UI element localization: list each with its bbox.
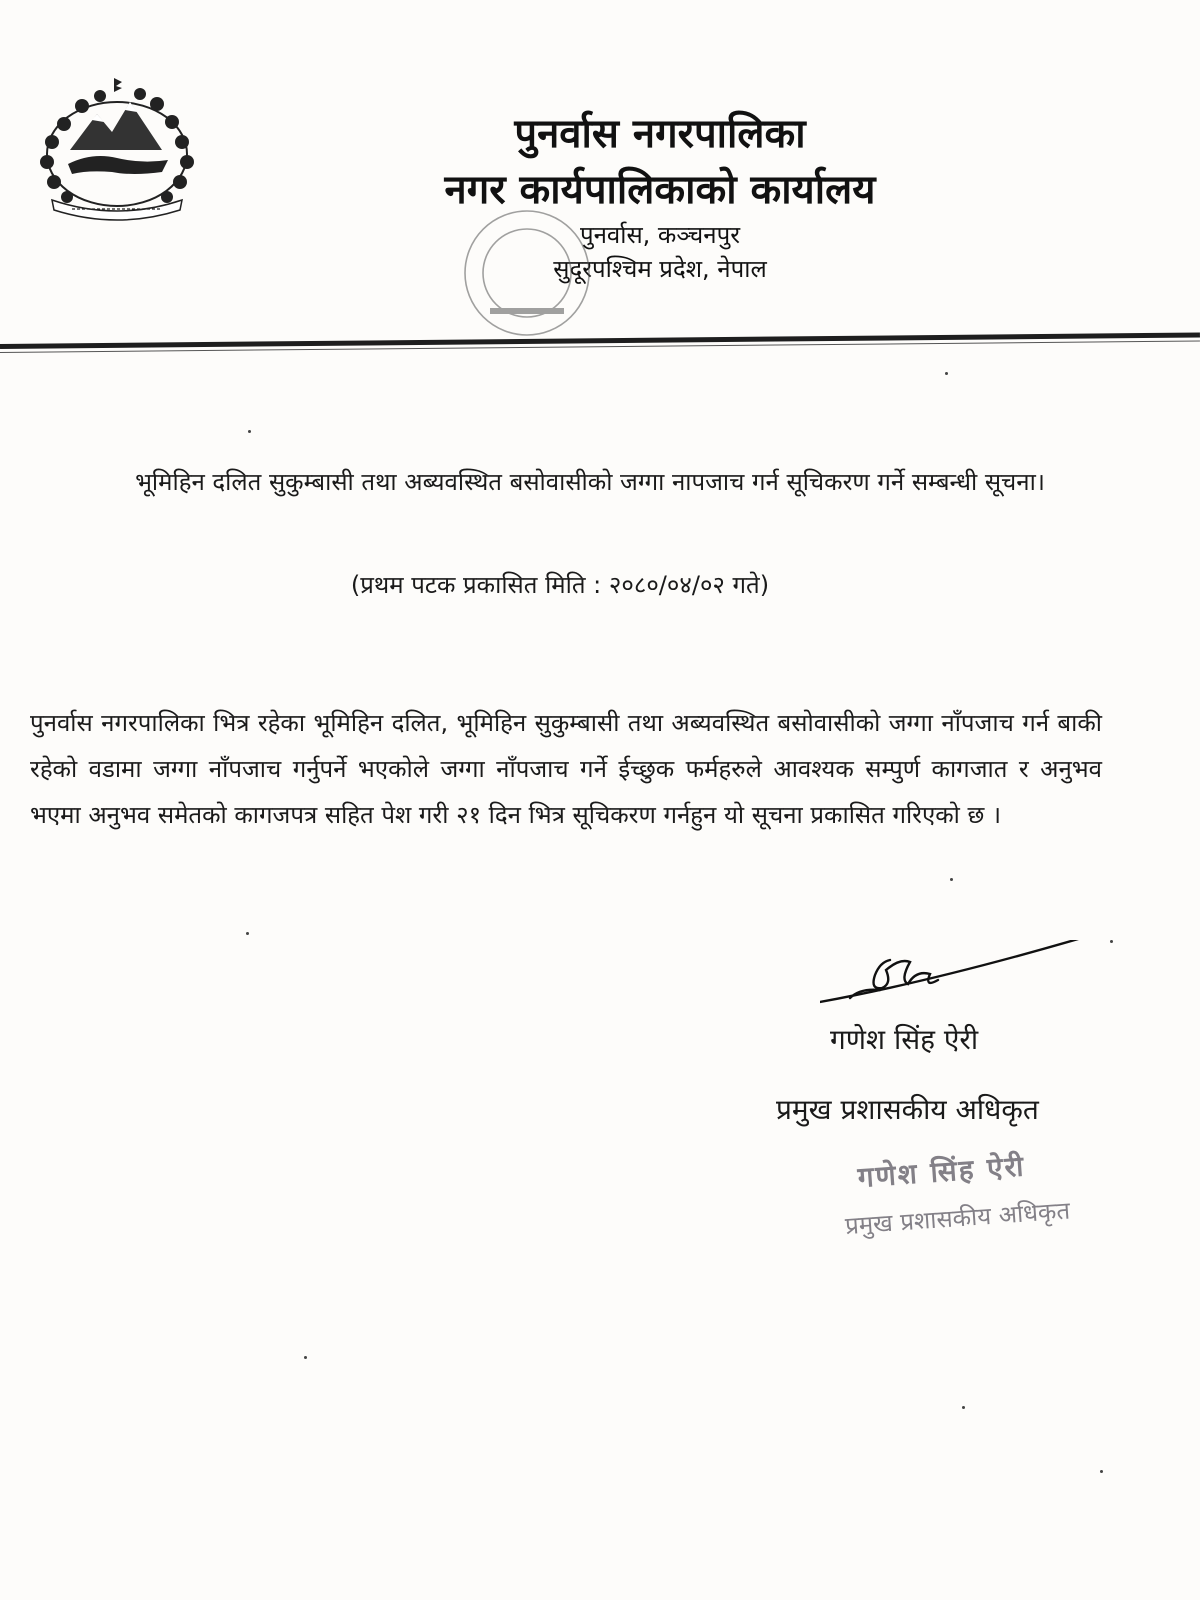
speck xyxy=(304,1356,307,1359)
seal-designation: प्रमुख प्रशासकीय अधिकृत xyxy=(844,1196,1071,1241)
speck xyxy=(1100,1470,1103,1473)
municipality-name: पुनर्वास नगरपालिका xyxy=(514,111,806,157)
signatory-name: गणेश सिंह ऐरी xyxy=(830,1023,979,1056)
signatory-designation: प्रमुख प्रशासकीय अधिकृत xyxy=(776,1093,1039,1126)
office-name: नगर कार्यपालिकाको कार्यालय xyxy=(444,167,876,213)
speck xyxy=(1110,940,1113,943)
speck xyxy=(248,430,251,433)
seal-name: गणेश सिंह ऐरी xyxy=(856,1149,1027,1195)
publication-date: (प्रथम पटक प्रकासित मिति : २०८०/०४/०२ गते) xyxy=(350,571,770,599)
speck xyxy=(945,372,948,375)
municipality-round-stamp-icon xyxy=(422,198,632,348)
speck xyxy=(962,1406,965,1409)
notice-subject: भूमिहिन दलित सुकुम्बासी तथा अब्यवस्थित बसोवासीको जग्गा नापजाच गर्न सूचिकरण गर्ने सम्बन्धी सूचना। xyxy=(135,468,1045,496)
office-address: पुनर्वास, कञ्चनपुर xyxy=(579,221,741,249)
notice-body: पुनर्वास नगरपालिका भित्र रहेका भूमिहिन दलित, भूमिहिन सुकुम्बासी तथा अब्यवस्थित बसोवासीको जग्गा नाँपजाच गर्न बाकी रहेको वडामा जग्गा नाँपजाच गर्नुपर्ने भएकोले जग्गा नाँपजाच गर्ने ईच्छुक फर्महरुले आवश्यक सम्पुर्ण कागजात र अनुभव भएमा अनुभव समेतको कागजपत्र सहित पेश गरी २१ दिन भित्र सूचिकरण गर्नहुन यो सूचना प्रकासित गरिएको छ । xyxy=(30,709,1102,829)
speck xyxy=(950,878,953,881)
signatory-seal xyxy=(836,1141,1113,1270)
office-province: सुदूरपश्चिम प्रदेश, नेपाल xyxy=(553,255,767,283)
speck xyxy=(246,932,249,935)
